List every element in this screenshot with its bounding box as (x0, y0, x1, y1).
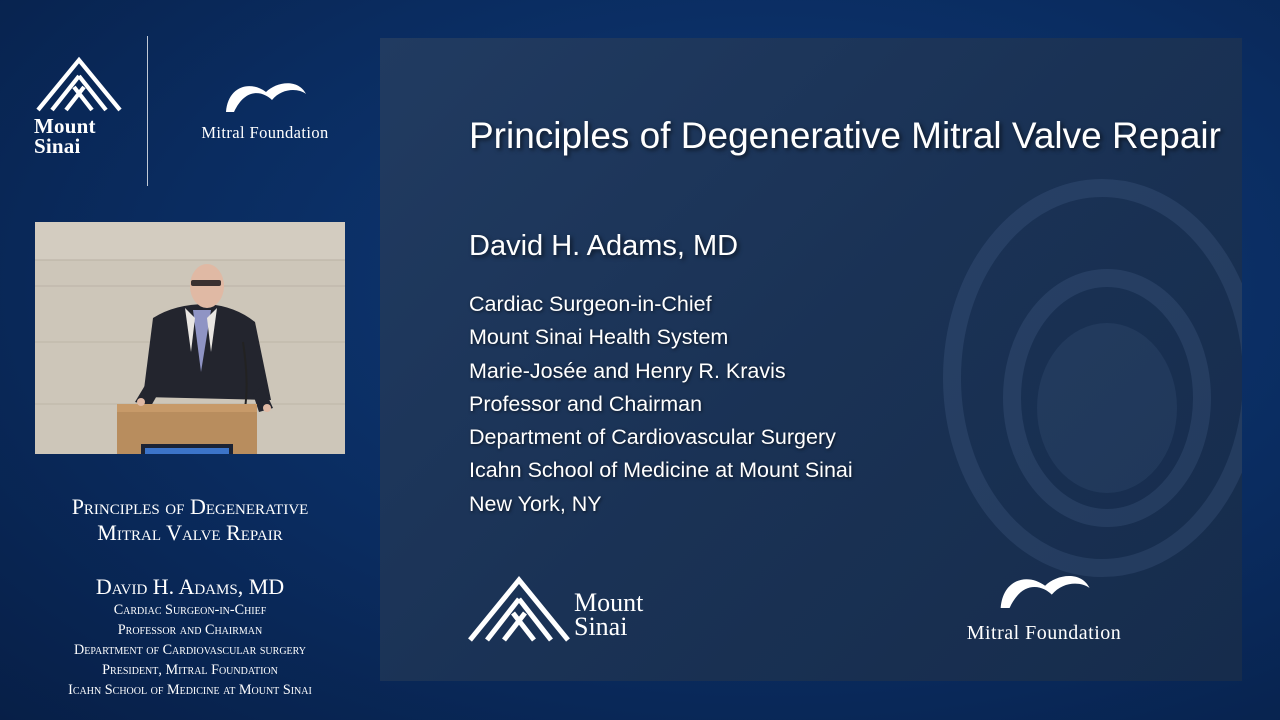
slide-mitral-foundation-wordmark: Mitral Foundation (966, 622, 1122, 644)
presenter-video-icon (35, 222, 345, 454)
slide-detail-line: Professor and Chairman (469, 391, 703, 416)
slide-detail-line: Icahn School of Medicine at Mount Sinai (469, 458, 853, 483)
sidebar-speaker-line: Cardiac Surgeon-in-Chief (113, 602, 267, 618)
slide-mitral-foundation-logo (928, 565, 1160, 645)
sidebar-talk-title-line1: Principles of Degenerative (71, 494, 309, 519)
mitral-valve-arc-icon (994, 565, 1094, 611)
sidebar-speaker-line: Icahn School of Medicine at Mount Sinai (68, 682, 312, 698)
mount-sinai-line2: Sinai (34, 134, 81, 158)
slide-detail-line: Department of Cardiovascular Surgery (469, 425, 836, 450)
slide-detail-line: New York, NY (469, 491, 602, 516)
mitral-valve-arc-icon (220, 74, 310, 114)
presenter-video (35, 222, 345, 454)
sidebar-talk-title-line2: Mitral Valve Repair (97, 520, 283, 545)
mount-sinai-mark-icon (34, 56, 124, 112)
sidebar-speaker-line: Department of Cardiovascular surgery (73, 642, 306, 658)
slide-detail-line: Marie-Josée and Henry R. Kravis (469, 358, 786, 383)
slide-mount-sinai-logo (466, 574, 686, 644)
slide-detail-line: Mount Sinai Health System (469, 325, 729, 350)
mount-sinai-logo (34, 56, 124, 156)
sidebar-speaker-line: Professor and Chairman (117, 622, 263, 638)
slide-speaker-name: David H. Adams, MD (469, 230, 739, 262)
sidebar (0, 0, 380, 720)
logo-divider (147, 36, 148, 186)
valve-background-icon (922, 158, 1242, 598)
mitral-foundation-logo (170, 74, 360, 143)
sidebar-speaker-name: David H. Adams, MD (95, 574, 285, 599)
slide-mount-sinai-wordmark (574, 588, 644, 641)
sidebar-talk-title (0, 494, 380, 546)
slide-mount-sinai-line1: Mount (574, 588, 644, 617)
slide-title: Principles of Degenerative Mitral Valve Repair (469, 115, 1221, 156)
presentation-slide (380, 38, 1242, 681)
sidebar-speaker-line: President, Mitral Foundation (102, 662, 278, 678)
mount-sinai-mark-icon (466, 574, 572, 642)
slide-mount-sinai-line2: Sinai (574, 612, 628, 641)
sidebar-speaker-info (0, 574, 380, 700)
mount-sinai-line1: Mount (34, 114, 96, 138)
slide-detail-line: Cardiac Surgeon-in-Chief (469, 292, 712, 316)
slide-speaker-details (469, 288, 853, 521)
mount-sinai-wordmark (34, 116, 124, 156)
mitral-foundation-wordmark: Mitral Foundation (201, 123, 329, 142)
sidebar-logos (30, 36, 360, 186)
